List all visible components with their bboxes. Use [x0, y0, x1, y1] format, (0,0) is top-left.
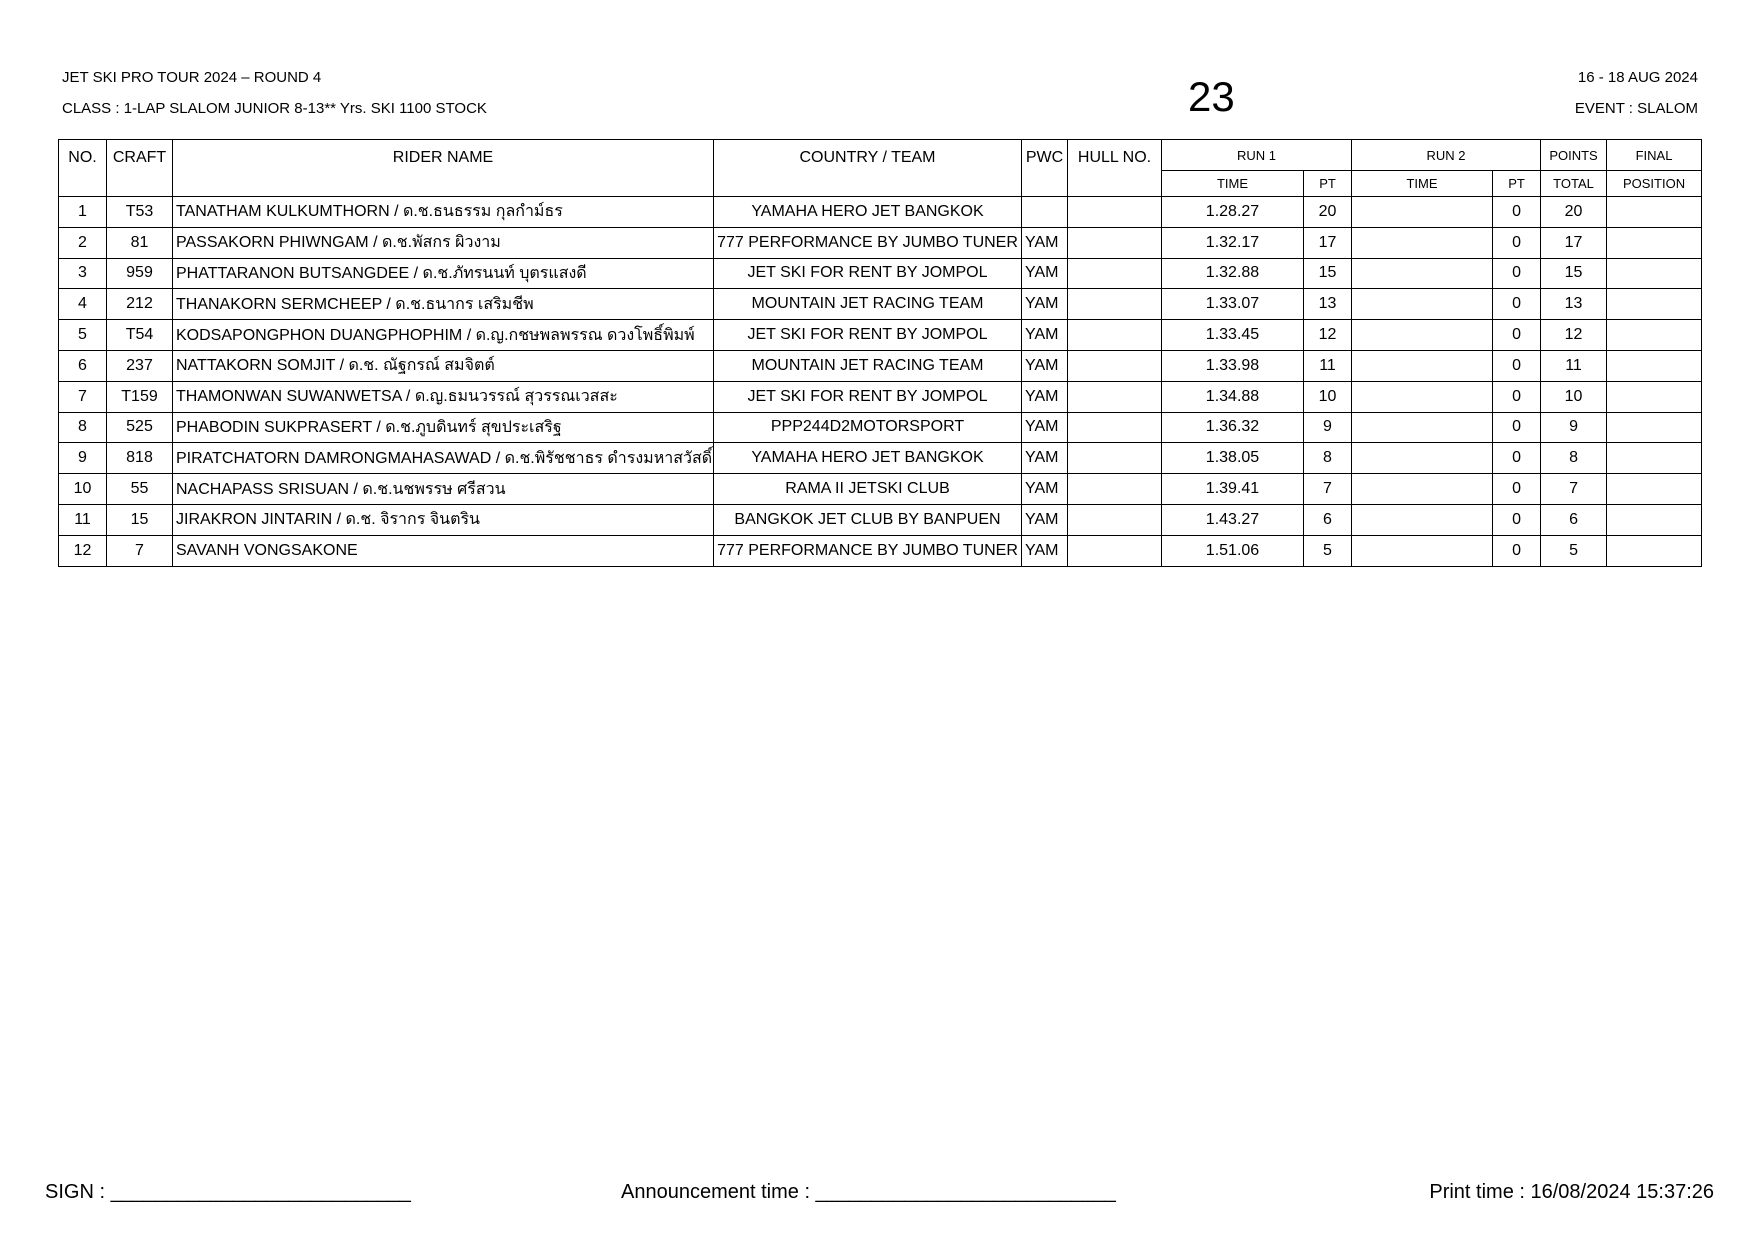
results-table: [58, 139, 1702, 567]
row-points-total: 12: [1541, 320, 1607, 351]
event-line: EVENT : SLALOM: [1574, 100, 1698, 117]
row-no: 12: [59, 535, 107, 566]
row-run2-pt: 0: [1493, 289, 1541, 320]
row-run1-time: 1.36.32: [1162, 412, 1304, 443]
row-run1-pt: 11: [1304, 350, 1352, 381]
row-no: 7: [59, 381, 107, 412]
table-row: [59, 504, 1702, 535]
row-pwc: YAM: [1022, 443, 1068, 474]
row-points-total: 20: [1541, 197, 1607, 228]
row-hull-no: [1068, 258, 1162, 289]
row-run2-pt: 0: [1493, 227, 1541, 258]
row-points-total: 9: [1541, 412, 1607, 443]
row-run1-time: 1.43.27: [1162, 504, 1304, 535]
row-run2-pt: 0: [1493, 350, 1541, 381]
row-run1-time: 1.38.05: [1162, 443, 1304, 474]
row-run1-pt: 10: [1304, 381, 1352, 412]
row-rider-name: NACHAPASS SRISUAN / ด.ช.นชพรรษ ศรีสวน: [173, 474, 714, 505]
row-pwc: YAM: [1022, 535, 1068, 566]
table-row: [59, 197, 1702, 228]
header-total: TOTAL: [1541, 171, 1607, 197]
row-run2-pt: 0: [1493, 258, 1541, 289]
header-no: NO.: [59, 140, 107, 197]
header-country-team: COUNTRY / TEAM: [714, 140, 1022, 197]
row-run2-pt: 0: [1493, 412, 1541, 443]
row-pwc: YAM: [1022, 504, 1068, 535]
header-rider-name: RIDER NAME: [173, 140, 714, 197]
row-run2-pt: 0: [1493, 504, 1541, 535]
row-craft: 7: [107, 535, 173, 566]
row-no: 10: [59, 474, 107, 505]
row-country-team: JET SKI FOR RENT BY JOMPOL: [714, 381, 1022, 412]
row-final-position: [1607, 443, 1702, 474]
row-run2-pt: 0: [1493, 197, 1541, 228]
row-country-team: YAMAHA HERO JET BANGKOK: [714, 443, 1022, 474]
row-run1-time: 1.39.41: [1162, 474, 1304, 505]
date-range: 16 - 18 AUG 2024: [1577, 69, 1698, 86]
row-rider-name: SAVANH VONGSAKONE: [173, 535, 714, 566]
row-run1-time: 1.33.45: [1162, 320, 1304, 351]
row-run1-pt: 6: [1304, 504, 1352, 535]
table-row: [59, 320, 1702, 351]
row-run1-time: 1.51.06: [1162, 535, 1304, 566]
row-run2-time: [1352, 535, 1493, 566]
row-pwc: [1022, 197, 1068, 228]
header-run1-pt: PT: [1304, 171, 1352, 197]
table-row: [59, 227, 1702, 258]
row-run2-time: [1352, 412, 1493, 443]
row-no: 6: [59, 350, 107, 381]
row-pwc: YAM: [1022, 350, 1068, 381]
header-craft: CRAFT: [107, 140, 173, 197]
row-points-total: 7: [1541, 474, 1607, 505]
row-pwc: YAM: [1022, 227, 1068, 258]
row-final-position: [1607, 535, 1702, 566]
row-final-position: [1607, 197, 1702, 228]
row-final-position: [1607, 350, 1702, 381]
row-no: 11: [59, 504, 107, 535]
sign-line: SIGN : ___________________________: [45, 1181, 411, 1203]
row-run1-pt: 13: [1304, 289, 1352, 320]
row-country-team: JET SKI FOR RENT BY JOMPOL: [714, 258, 1022, 289]
row-final-position: [1607, 381, 1702, 412]
row-pwc: YAM: [1022, 412, 1068, 443]
row-run1-time: 1.33.98: [1162, 350, 1304, 381]
header-run2-pt: PT: [1493, 171, 1541, 197]
row-final-position: [1607, 227, 1702, 258]
row-rider-name: TANATHAM KULKUMTHORN / ด.ช.ธนธรรม กุลกำม์ธร: [173, 197, 714, 228]
row-hull-no: [1068, 350, 1162, 381]
row-hull-no: [1068, 320, 1162, 351]
row-craft: 81: [107, 227, 173, 258]
header-final: FINAL: [1607, 140, 1702, 171]
row-final-position: [1607, 258, 1702, 289]
row-country-team: PPP244D2MOTORSPORT: [714, 412, 1022, 443]
row-run2-time: [1352, 381, 1493, 412]
row-country-team: RAMA II JETSKI CLUB: [714, 474, 1022, 505]
row-craft: T54: [107, 320, 173, 351]
table-row: [59, 350, 1702, 381]
row-run1-time: 1.32.88: [1162, 258, 1304, 289]
row-hull-no: [1068, 535, 1162, 566]
row-no: 5: [59, 320, 107, 351]
row-rider-name: THANAKORN SERMCHEEP / ด.ช.ธนากร เสริมชีพ: [173, 289, 714, 320]
row-pwc: YAM: [1022, 258, 1068, 289]
header-run2-time: TIME: [1352, 171, 1493, 197]
row-run2-time: [1352, 258, 1493, 289]
row-run1-time: 1.28.27: [1162, 197, 1304, 228]
row-points-total: 6: [1541, 504, 1607, 535]
row-hull-no: [1068, 289, 1162, 320]
row-run2-time: [1352, 197, 1493, 228]
row-run1-pt: 17: [1304, 227, 1352, 258]
print-time: Print time : 16/08/2024 15:37:26: [1429, 1181, 1714, 1203]
row-craft: 959: [107, 258, 173, 289]
row-craft: T53: [107, 197, 173, 228]
row-final-position: [1607, 320, 1702, 351]
row-run2-time: [1352, 443, 1493, 474]
row-run2-time: [1352, 320, 1493, 351]
header-run1: RUN 1: [1162, 140, 1352, 171]
row-no: 2: [59, 227, 107, 258]
row-rider-name: KODSAPONGPHON DUANGPHOPHIM / ด.ญ.กชษพลพรรณ ดวงโพธิ์พิมพ์: [173, 320, 714, 351]
table-row: [59, 535, 1702, 566]
row-run1-time: 1.32.17: [1162, 227, 1304, 258]
header-points: POINTS: [1541, 140, 1607, 171]
announcement-time: Announcement time : ___________________________: [621, 1181, 1116, 1203]
row-hull-no: [1068, 443, 1162, 474]
row-hull-no: [1068, 381, 1162, 412]
row-country-team: 777 PERFORMANCE BY JUMBO TUNER: [714, 227, 1022, 258]
row-final-position: [1607, 289, 1702, 320]
table-row: [59, 258, 1702, 289]
row-final-position: [1607, 504, 1702, 535]
header-hull-no: HULL NO.: [1068, 140, 1162, 197]
table-row: [59, 289, 1702, 320]
row-points-total: 11: [1541, 350, 1607, 381]
row-no: 4: [59, 289, 107, 320]
row-hull-no: [1068, 474, 1162, 505]
row-points-total: 5: [1541, 535, 1607, 566]
row-hull-no: [1068, 504, 1162, 535]
row-run2-pt: 0: [1493, 474, 1541, 505]
row-rider-name: PASSAKORN PHIWNGAM / ด.ช.พัสกร ผิวงาม: [173, 227, 714, 258]
row-run1-pt: 9: [1304, 412, 1352, 443]
table-row: [59, 474, 1702, 505]
row-run2-time: [1352, 289, 1493, 320]
row-craft: T159: [107, 381, 173, 412]
row-country-team: BANGKOK JET CLUB BY BANPUEN: [714, 504, 1022, 535]
row-pwc: YAM: [1022, 289, 1068, 320]
table-row: [59, 381, 1702, 412]
row-run2-pt: 0: [1493, 535, 1541, 566]
row-craft: 818: [107, 443, 173, 474]
row-no: 1: [59, 197, 107, 228]
row-pwc: YAM: [1022, 474, 1068, 505]
row-craft: 237: [107, 350, 173, 381]
header-run2: RUN 2: [1352, 140, 1541, 171]
row-final-position: [1607, 412, 1702, 443]
row-hull-no: [1068, 227, 1162, 258]
row-run1-pt: 7: [1304, 474, 1352, 505]
row-run2-pt: 0: [1493, 381, 1541, 412]
row-run2-time: [1352, 227, 1493, 258]
row-points-total: 15: [1541, 258, 1607, 289]
row-rider-name: PHATTARANON BUTSANGDEE / ด.ช.ภัทรนนท์ บุตรแสงดี: [173, 258, 714, 289]
row-no: 8: [59, 412, 107, 443]
class-line: CLASS : 1-LAP SLALOM JUNIOR 8-13** Yrs. SKI 1100 STOCK: [62, 100, 487, 117]
row-run2-time: [1352, 474, 1493, 505]
row-run2-time: [1352, 350, 1493, 381]
row-run2-pt: 0: [1493, 443, 1541, 474]
row-points-total: 8: [1541, 443, 1607, 474]
row-craft: 55: [107, 474, 173, 505]
row-points-total: 13: [1541, 289, 1607, 320]
header-position: POSITION: [1607, 171, 1702, 197]
row-rider-name: PHABODIN SUKPRASERT / ด.ช.ภูบดินทร์ สุขประเสริฐ: [173, 412, 714, 443]
row-run1-pt: 15: [1304, 258, 1352, 289]
row-run1-time: 1.33.07: [1162, 289, 1304, 320]
row-country-team: YAMAHA HERO JET BANGKOK: [714, 197, 1022, 228]
row-run1-time: 1.34.88: [1162, 381, 1304, 412]
row-points-total: 10: [1541, 381, 1607, 412]
row-hull-no: [1068, 412, 1162, 443]
header-run1-time: TIME: [1162, 171, 1304, 197]
row-hull-no: [1068, 197, 1162, 228]
row-run1-pt: 8: [1304, 443, 1352, 474]
row-rider-name: THAMONWAN SUWANWETSA / ด.ญ.ธมนวรรณ์ สุวรรณเวสสะ: [173, 381, 714, 412]
row-craft: 212: [107, 289, 173, 320]
row-rider-name: PIRATCHATORN DAMRONGMAHASAWAD / ด.ช.พิรัชชาธร ดำรงมหาสวัสดิ์: [173, 443, 714, 474]
row-country-team: JET SKI FOR RENT BY JOMPOL: [714, 320, 1022, 351]
row-craft: 525: [107, 412, 173, 443]
event-title: JET SKI PRO TOUR 2024 – ROUND 4: [62, 69, 322, 86]
row-rider-name: NATTAKORN SOMJIT / ด.ช. ณัฐกรณ์ สมจิตต์: [173, 350, 714, 381]
page-number: 23: [1188, 73, 1235, 120]
row-points-total: 17: [1541, 227, 1607, 258]
table-row: [59, 443, 1702, 474]
row-final-position: [1607, 474, 1702, 505]
row-no: 9: [59, 443, 107, 474]
row-pwc: YAM: [1022, 381, 1068, 412]
table-row: [59, 412, 1702, 443]
row-rider-name: JIRAKRON JINTARIN / ด.ช. จิรากร จินตริน: [173, 504, 714, 535]
row-pwc: YAM: [1022, 320, 1068, 351]
row-run2-time: [1352, 504, 1493, 535]
row-run2-pt: 0: [1493, 320, 1541, 351]
row-country-team: MOUNTAIN JET RACING TEAM: [714, 350, 1022, 381]
row-no: 3: [59, 258, 107, 289]
row-run1-pt: 5: [1304, 535, 1352, 566]
row-country-team: 777 PERFORMANCE BY JUMBO TUNER: [714, 535, 1022, 566]
row-country-team: MOUNTAIN JET RACING TEAM: [714, 289, 1022, 320]
row-run1-pt: 20: [1304, 197, 1352, 228]
row-craft: 15: [107, 504, 173, 535]
header-pwc: PWC: [1022, 140, 1068, 197]
row-run1-pt: 12: [1304, 320, 1352, 351]
